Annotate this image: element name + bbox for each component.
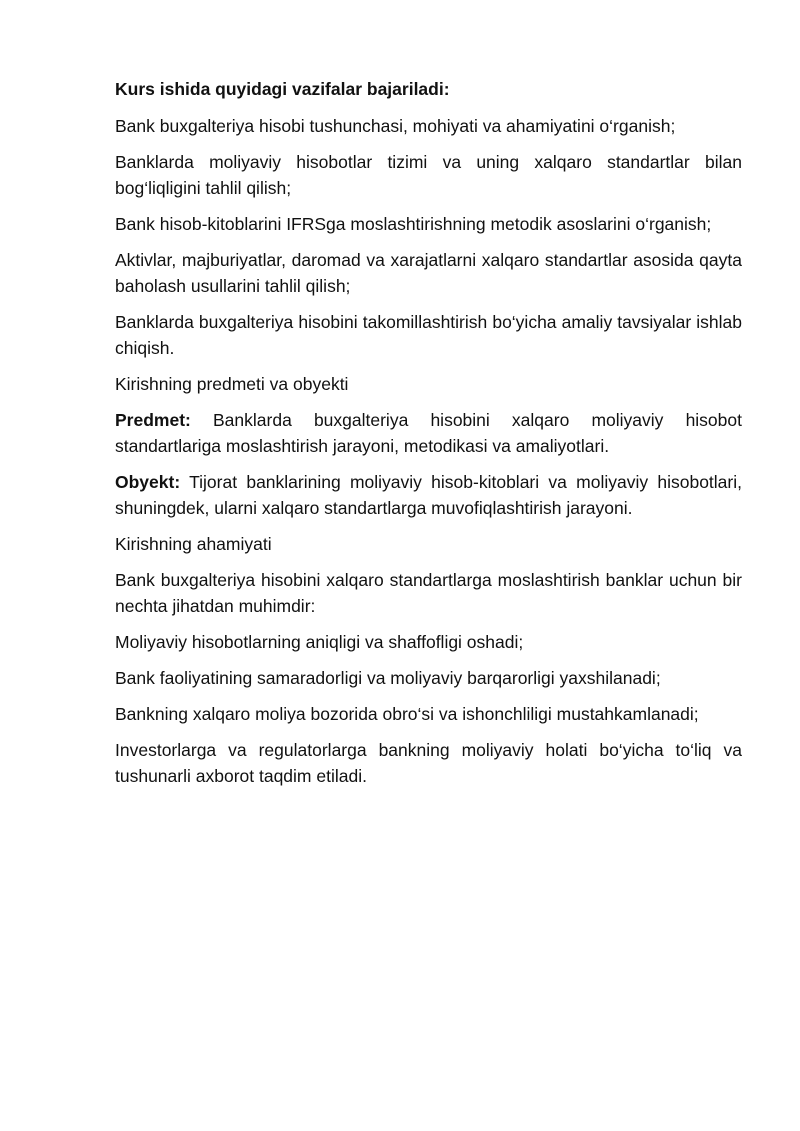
obyekt-paragraph [115,469,742,521]
predmet-text: Banklarda buxgalteriya hisobini xalqaro moliyaviy hisobot standartlariga moslashtirish jarayoni, metodikasi va amaliyotlari. [115,410,742,456]
importance-heading: Kirishning ahamiyati [115,534,272,554]
predmet-label: Predmet: [115,410,191,430]
task-item: Banklarda buxgalteriya hisobini takomillashtirish bo‘yicha amaliy tavsiyalar ishlab chiqish. [115,312,742,358]
task-item: Bank hisob-kitoblarini IFRSga moslashtirishning metodik asoslarini o‘rganish; [115,214,712,234]
obyekt-text: Tijorat banklarining moliyaviy hisob-kitoblari va moliyaviy hisobotlari, shuningdek, ularni xalqaro standartlarga muvofiqlashtirish jarayoni. [115,472,742,518]
tasks-heading: Kurs ishida quyidagi vazifalar bajariladi: [115,79,450,99]
predmet-paragraph [115,407,742,459]
importance-point: Bank faoliyatining samaradorligi va moliyaviy barqarorligi yaxshilanadi; [115,668,661,688]
task-item: Banklarda moliyaviy hisobotlar tizimi va uning xalqaro standartlar bilan bog‘liqligini tahlil qilish; [115,152,742,198]
importance-point: Moliyaviy hisobotlarning aniqligi va shaffofligi oshadi; [115,632,524,652]
importance-intro: Bank buxgalteriya hisobini xalqaro standartlarga moslashtirish banklar uchun bir nechta jihatdan muhimdir: [115,570,742,616]
subject-heading: Kirishning predmeti va obyekti [115,374,349,394]
importance-point: Investorlarga va regulatorlarga bankning moliyaviy holati bo‘yicha to‘liq va tushunarli axborot taqdim etiladi. [115,740,742,786]
document-body [115,76,742,799]
task-item: Bank buxgalteriya hisobi tushunchasi, mohiyati va ahamiyatini o‘rganish; [115,116,676,136]
obyekt-label: Obyekt: [115,472,181,492]
task-item: Aktivlar, majburiyatlar, daromad va xarajatlarni xalqaro standartlar asosida qayta baholash usullarini tahlil qilish; [115,250,742,296]
importance-point: Bankning xalqaro moliya bozorida obro‘si va ishonchliligi mustahkamlanadi; [115,704,699,724]
